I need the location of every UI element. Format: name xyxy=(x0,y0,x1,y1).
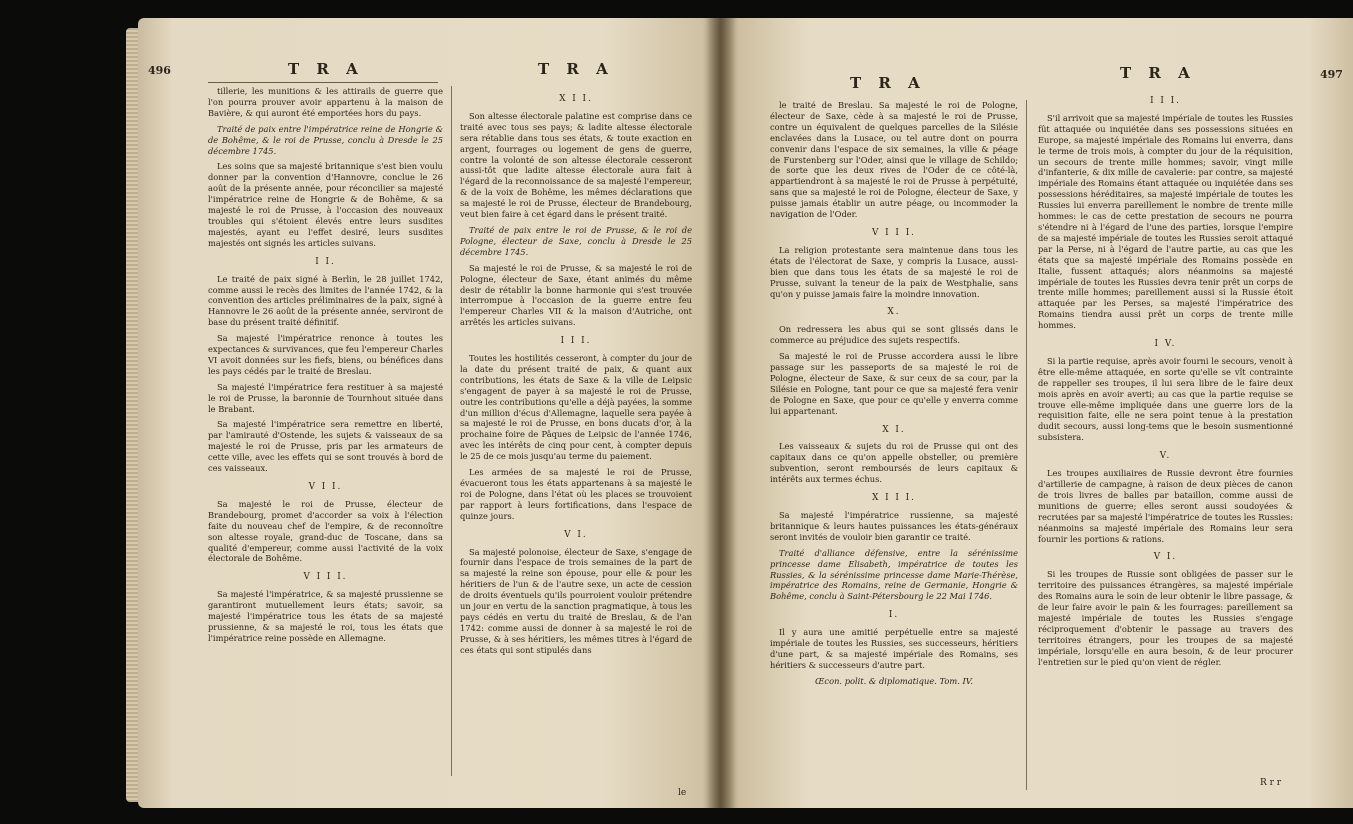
article-heading: I I. xyxy=(315,256,336,267)
paragraph: Sa majesté l'impératrice fera restituer à sa majesté le roi de Prusse, la baronnie de Tournhout située dans le Brabant. xyxy=(208,381,443,414)
paragraph: Toutes les hostilités cesseront, à compter du jour de la date du présent traité de paix, & quant aux contributions, les états de Saxe & la ville de Leipsic s'engagent de payer à sa majesté le roi de Prusse, outre les contributions qu'elle a déjà payées, la somme d'un million d'écus d'Allemagne, laquelle sera payée à sa majesté le roi de Prusse, en bons ducats d'or, à la prochaine foire de Pâques de Leipsic de l'année 1746, avec les intérêts de cinq pour cent, à compter depuis le 25 de ce mois jusqu'au terme du paiement. xyxy=(460,353,692,462)
paragraph: Sa majesté l'impératrice russienne, sa majesté britannique & leurs hautes puissances les états-généraux seront invités de vouloir bien garantir ce traité. xyxy=(770,510,1018,542)
paragraph: On redressera les abus qui se sont glissés dans le commerce au préjudice des sujets respectifs. xyxy=(770,324,1018,346)
running-head-right-col1: T R A xyxy=(850,74,926,92)
paragraph: Sa majesté le roi de Prusse accordera aussi le libre passage sur les passeports de sa majesté le roi de Pologne, électeur de Saxe, & sur ceux de sa cour, par la Silésie en Pologne, tant pour ce que sa majesté fera venir de Pologne en Saxe, que pour ce qu'elle y enverra comme lui appartenant. xyxy=(770,351,1018,416)
article-heading: X I I. xyxy=(559,94,593,104)
paragraph: Sa majesté le roi de Prusse, & sa majesté le roi de Pologne, électeur de Saxe, étant animés du même desir de rétablir la bonne harmonie qui s'est trouvée interrompue à l'occasion de la guerre entre feu l'empereur Charles VII & la maison d'Autriche, ont arrêtés les articles suivans. xyxy=(460,262,692,328)
paragraph: Si la partie requise, après avoir fourni le secours, venoit à être elle-même attaquée, en sorte qu'elle se vît contrainte de rappeller ses troupes, il lui sera libre de le faire deux mois après en avoir averti; au cas que la partie requise se trouve elle-même impliquée dans une guerre lors de la requisition faite, elle ne sera point tenue à la prestation dudit secours, aussi long-tems que le besoin susmentionné subsistera. xyxy=(1038,355,1293,443)
paragraph: Sa majesté l'impératrice renonce à toutes les expectances & survivances, que feu l'empereur Charles VI avoit données sur les fiefs, biens, ou bénéfices dans les pays cédés par le traité de Breslau. xyxy=(208,333,443,376)
article-heading: I V. xyxy=(1154,339,1177,350)
paragraph: Les troupes auxiliaires de Russie devront être fournies d'artillerie de campagne, à raison de deux pièces de canon de trois livres de balles par bataillon, comme aussi de munitions de guerre; elles seront aussi soudoyées & recrutées par sa majesté l'impératrice de toutes les Russies: néanmoins sa majesté impériale des Romains leur sera fournir les portions & rations. xyxy=(1038,468,1293,544)
right-page-column-2 xyxy=(1038,88,1293,673)
paragraph: le traité de Breslau. Sa majesté le roi de Pologne, électeur de Saxe, cède à sa majesté le roi de Prusse, contre un équivalent de quelques parcelles de la Silésie enclavées dans la Lusace, ou tel autre dont on pourra convenir dans l'espace de six semaines, la ville & péage de Furstenberg sur l'Oder, ainsi que le village de Schildo; de sorte que les deux rives de l'Oder de ce côté-là, appartiendront à sa majesté le roi de Prusse à perpétuité, sans que sa majesté le roi de Pologne, électeur de Saxe, y puisse jamais établir un autre péage, ou incommoder la navigation de l'Oder. xyxy=(770,100,1018,220)
running-head-left-col1: T R A xyxy=(288,60,364,78)
paragraph: tillerie, les munitions & les attirails de guerre que l'on pourra prouver avoir appartenu à la maison de Bavière, & qui auront été emportées hors du pays. xyxy=(208,86,443,118)
head-rule xyxy=(208,82,438,83)
paragraph: Sa majesté l'impératrice sera remettre en liberté, par l'amirauté d'Ostende, les sujets & vaisseaux de sa majesté le roi de Prusse, pris par les armateurs de cette ville, avec les effets qui se sont trouvés à bord de ces vaisseaux. xyxy=(208,419,443,474)
paragraph: Son altesse électorale palatine est comprise dans ce traité avec tous ses pays; & ladite altesse électorale sera rétablie dans tous ses états, & toute exaction en argent, fourrages ou logement de gens de guerre, contre la volonté de son altesse électorale cesseront aussi-tôt que ladite altesse électorale aura fait à l'égard de la reconnoissance de sa majesté l'empereur, & de la voix de Bohême, les mêmes déclarations que sa majesté le roi de Prusse, électeur de Brandebourg, veut bien faire à cet égard dans le présent traité. xyxy=(460,110,692,220)
left-page-column-2 xyxy=(460,86,692,661)
page-number-left: 496 xyxy=(148,64,171,77)
article-heading: V I I I. xyxy=(872,227,916,238)
article-heading: X I. xyxy=(882,424,906,435)
paragraph: Sa majesté l'impératrice, & sa majesté prussienne se garantiront mutuellement leurs états; savoir, sa majesté l'impératrice tous les états de sa majesté prussienne, & sa majesté le roi, tous les états que l'impératrice reine possède en Allemagne. xyxy=(208,589,443,643)
column-divider xyxy=(451,86,452,776)
article-heading: X I I I. xyxy=(872,493,916,504)
signature-mark: R r r xyxy=(1260,778,1282,788)
article-heading: I. xyxy=(888,610,900,621)
article-heading: I I I. xyxy=(560,336,592,347)
treaty-title: Traité d'alliance défensive, entre la sérénissime princesse dame Elisabeth, impératrice de toutes les Russies, & la sérénissime princesse dame Marie-Thérèse, impératrice des Romains, reine de Germanie, Hongrie & Bohême, conclu à Saint-Pétersbourg le 22 Mai 1746. xyxy=(770,547,1018,602)
left-page-column-1 xyxy=(208,86,443,649)
paragraph: S'il arrivoit que sa majesté impériale de toutes les Russies fût attaquée ou inquiétée dans ses possessions situées en Europe, sa majesté impériale des Romains lui enverra, dans le terme de trois mois, à compter du jour de la réquisition, un secours de trente mille hommes; savoir, vingt mille d'infanterie, & dix mille de cavalerie: par contre, sa majesté impériale des Romains étant attaquée ou inquiétée dans ses possessions héréditaires, sa majesté impériale de toutes les Russies lui enverra pareillement le nombre de trente mille hommes: le cas de cette prestation de secours ne pourra s'étendre ni à l'égard de l'une des parties, lorsque l'empire de sa majesté impériale de toutes les Russies seroit attaqué par la Perse, ni à l'égard de l'autre partie, au cas que les états que sa majesté impériale des Romains possède en Italie, fussent attaqués; alors néanmoins sa majesté impériale de toutes les Russies devra tenir prêt un corps de trente mille hommes; pareillement aussi si la Russie étoit attaquée par les Perses, sa majesté l'impératrice des Romains tiendra aussi prêt un corps de trente mille hommes. xyxy=(1038,112,1293,331)
article-heading: X. xyxy=(887,307,901,318)
paragraph: Sa majesté le roi de Prusse, électeur de Brandebourg, promet d'accorder sa voix à l'élection faite du nouveau chef de l'empire, & de reconnoître son altesse royale, grand-duc de Toscane, dans sa qualité d'empereur, comme aussi l'activité de la voix électorale de Bohême. xyxy=(208,498,443,564)
article-heading: V I. xyxy=(564,529,588,540)
left-page xyxy=(138,18,720,808)
paragraph: Les vaisseaux & sujets du roi de Prusse qui ont des capitaux dans ce qu'on appelle obsteller, ou première subvention, seront remboursés de leurs capitaux & intérêts aux termes échus. xyxy=(770,441,1018,485)
article-heading: V I. xyxy=(1153,552,1178,563)
column-divider xyxy=(1026,100,1027,790)
paragraph: Si les troupes de Russie sont obligées de passer sur le territoire des puissances étrangères, sa majesté impériale des Romains aura le soin de leur obtenir le libre passage, & de leur faire avoir le pain & les fourrages: pareillement sa majesté impériale de toutes les Russies s'engage réciproquement d'obtenir le passage au travers des territoires étrangers, pour les troupes de sa majesté impériale, lorsqu'elle en aura besoin, & de leur procurer l'entretien sur le pied qu'on vient de régler. xyxy=(1038,569,1293,667)
running-head-right-col2: T R A xyxy=(1120,64,1196,82)
paragraph: Les armées de sa majesté le roi de Prusse, évacueront tous les états appartenans à sa majesté le roi de Pologne, dans l'état où les places se trouvoient par rapport à leurs fortifications, dans l'espace de quinze jours. xyxy=(460,467,692,521)
paragraph: Il y aura une amitié perpétuelle entre sa majesté impériale de toutes les Russies, ses successeurs, héritiers d'une part, & sa majesté impériale des Romains, ses héritiers & successeurs d'autre part. xyxy=(770,627,1018,670)
running-head-left-col2: T R A xyxy=(538,60,614,78)
paragraph: La religion protestante sera maintenue dans tous les états de l'électorat de Saxe, y compris la Lusace, aussi-bien que dans tous les états de sa majesté le roi de Prusse, suivant la teneur de la paix de Westphalie, sans qu'on y puisse jamais faire la moindre innovation. xyxy=(770,244,1018,299)
article-heading: V I I. xyxy=(308,482,343,492)
article-heading: I I I. xyxy=(1150,96,1181,106)
right-page xyxy=(720,18,1353,808)
article-heading: V. xyxy=(1159,451,1172,462)
treaty-title: Traité de paix entre l'impératrice reine de Hongrie & de Bohême, & le roi de Prusse, conclu à Dresde le 25 décembre 1745. xyxy=(208,123,443,156)
paragraph: Sa majesté polonoise, électeur de Saxe, s'engage de fournir dans l'espace de trois semaines de la part de sa majesté la reine son épouse, pour elle & pour les héritiers de l'un & de l'autre sexe, un acte de cession de droits éventuels qu'ils pourroient vouloir prétendre un jour en vertu de la sanction pragmatique, à tous les pays cédés en vertu du traité de Breslau, & de l'an 1742: comme aussi de donner à sa majesté le roi de Prusse, & à ses héritiers, les mêmes titres à l'égard de ces états qui sont stipulés dans xyxy=(460,546,692,655)
paragraph: Le traité de paix signé à Berlin, le 28 juillet 1742, comme aussi le recès des limites de l'année 1742, & la convention des articles préliminaires de la paix, signé à Hannovre le 26 août de la présente année, serviront de base du présent traité définitif. xyxy=(208,273,443,328)
paragraph: Les soins que sa majesté britannique s'est bien voulu donner par la convention d'Hannovre, conclue le 26 août de la présente année, pour réconcilier sa majesté l'impératrice reine de Hongrie & de Bohême, & sa majesté le roi de Prusse, à l'occasion des nouveaux troubles qui s'étoient élevés entre leurs susdites majestés, ayant eu l'effet desiré, leurs susdites majestés ont signés les articles suivans. xyxy=(208,161,443,248)
treaty-title: Traité de paix entre le roi de Prusse, & le roi de Pologne, électeur de Saxe, conclu à Dresde le 25 décembre 1745. xyxy=(460,224,692,257)
article-heading: V I I I. xyxy=(303,572,348,583)
book-gutter xyxy=(706,18,736,808)
open-book xyxy=(30,6,1343,818)
footer-line: Œcon. polit. & diplomatique. Tom. IV. xyxy=(815,675,973,686)
catchword: le xyxy=(678,788,687,798)
page-number-right: 497 xyxy=(1320,68,1343,81)
right-page-column-1 xyxy=(770,100,1018,692)
